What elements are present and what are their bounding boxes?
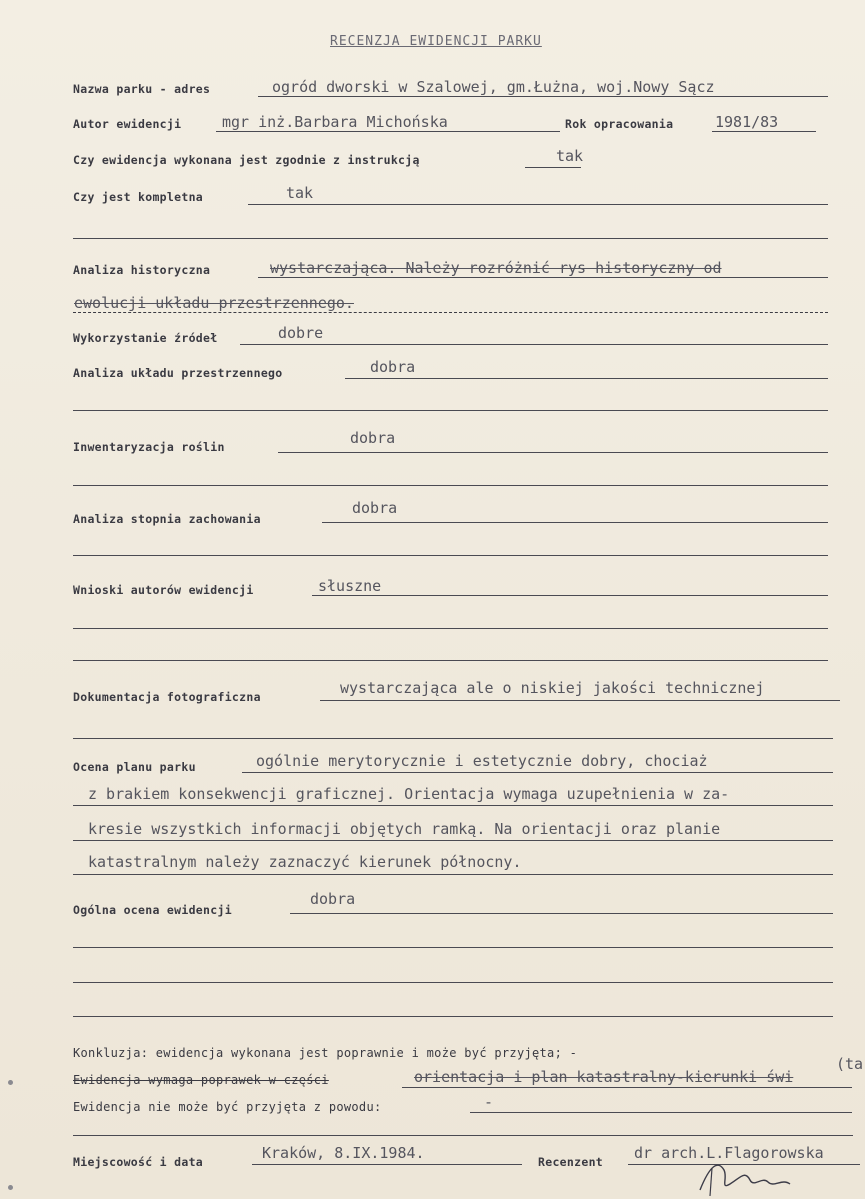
value-miejscowosc-data: Kraków, 8.IX.1984. xyxy=(262,1144,425,1162)
label-analiza-historyczna: Analiza historyczna xyxy=(73,263,211,277)
rule-line xyxy=(73,840,833,841)
rule-line xyxy=(73,805,833,806)
value-inwentaryzacja: dobra xyxy=(350,429,396,447)
value-analiza-historyczna-1: wystarczająca. Należy rozróżnić rys historyczny od xyxy=(270,259,722,277)
value-ocena-planu-4: katastralnym należy zaznaczyć kierunek północny. xyxy=(88,853,522,871)
rule-line xyxy=(73,312,828,313)
value-rok: 1981/83 xyxy=(715,113,779,131)
margin-mark xyxy=(8,1185,13,1190)
rule-line xyxy=(278,452,828,453)
rule-line xyxy=(252,1164,522,1165)
rule-line xyxy=(240,344,828,345)
rule-line xyxy=(216,131,560,132)
rule-line xyxy=(312,595,828,596)
value-zgodnie: tak xyxy=(556,147,584,165)
label-recenzent: Recenzent xyxy=(538,1155,604,1169)
rule-line xyxy=(73,947,833,948)
label-ogolna-ocena: Ogólna ocena ewidencji xyxy=(73,903,232,917)
value-ocena-planu-3: kresie wszystkich informacji objętych ramką. Na orientacji oraz planie xyxy=(88,820,721,838)
rule-line xyxy=(345,378,828,379)
label-ocena-planu: Ocena planu parku xyxy=(73,760,196,774)
konkluzja-line-1: Konkluzja: ewidencja wykonana jest poprawnie i może być przyjęta; - xyxy=(73,1046,578,1060)
label-wnioski: Wnioski autorów ewidencji xyxy=(73,583,254,597)
label-nazwa-parku: Nazwa parku - adres xyxy=(73,82,211,96)
konkluzja-line-3-value: - xyxy=(484,1093,494,1111)
value-ogolna-ocena: dobra xyxy=(310,890,356,908)
konkluzja-note: (ta xyxy=(836,1055,864,1073)
konkluzja-line-2-value: orientacja i plan katastralny-kierunki świ xyxy=(414,1068,794,1086)
rule-line xyxy=(73,1135,853,1136)
label-rok: Rok opracowania xyxy=(565,117,674,131)
label-kompletna: Czy jest kompletna xyxy=(73,190,204,204)
value-dokumentacja-fotograficzna: wystarczająca ale o niskiej jakości technicznej xyxy=(340,679,765,697)
rule-line xyxy=(73,1016,833,1017)
value-kompletna: tak xyxy=(286,184,314,202)
rule-line xyxy=(402,1087,852,1088)
value-nazwa-parku: ogród dworski w Szalowej, gm.Łużna, woj.Nowy Sącz xyxy=(272,78,715,96)
rule-line xyxy=(712,131,816,132)
konkluzja-line-3-label: Ewidencja nie może być przyjęta z powodu: xyxy=(73,1100,382,1114)
label-inwentaryzacja: Inwentaryzacja roślin xyxy=(73,440,225,454)
label-autor: Autor ewidencji xyxy=(73,117,182,131)
value-wykorzystanie-zrodel: dobre xyxy=(278,324,324,342)
label-miejscowosc-data: Miejscowość i data xyxy=(73,1155,204,1169)
value-analiza-ukladu: dobra xyxy=(370,358,416,376)
document-title: RECENZJA EWIDENCJI PARKU xyxy=(330,34,542,49)
rule-line xyxy=(470,1112,852,1113)
rule-line xyxy=(73,738,833,739)
rule-line xyxy=(73,660,828,661)
rule-line xyxy=(322,522,828,523)
label-wykorzystanie-zrodel: Wykorzystanie źródeł xyxy=(73,331,218,345)
rule-line xyxy=(525,167,581,168)
rule-line xyxy=(258,277,828,278)
margin-mark xyxy=(8,1080,13,1085)
rule-line xyxy=(73,555,828,556)
value-ocena-planu-1: ogólnie merytorycznie i estetycznie dobry, chociaż xyxy=(256,752,708,770)
rule-line xyxy=(73,874,833,875)
rule-line xyxy=(290,913,833,914)
rule-line xyxy=(73,485,828,486)
label-stopien-zachowania: Analiza stopnia zachowania xyxy=(73,512,261,526)
value-ocena-planu-2: z brakiem konsekwencji graficznej. Orientacja wymaga uzupełnienia w za- xyxy=(88,785,730,803)
rule-line xyxy=(73,982,833,983)
handwritten-signature xyxy=(690,1160,810,1199)
rule-line xyxy=(73,238,828,239)
konkluzja-line-2-label: Ewidencja wymaga poprawek w części xyxy=(73,1073,329,1087)
rule-line xyxy=(73,410,828,411)
rule-line xyxy=(258,96,828,97)
label-zgodnie: Czy ewidencja wykonana jest zgodnie z instrukcją xyxy=(73,153,420,167)
value-stopien-zachowania: dobra xyxy=(352,499,398,517)
rule-line xyxy=(320,700,840,701)
label-dokumentacja-fotograficzna: Dokumentacja fotograficzna xyxy=(73,690,261,704)
value-recenzent: dr arch.L.Flagorowska xyxy=(634,1144,824,1162)
rule-line xyxy=(73,628,828,629)
value-analiza-historyczna-2: ewolucji układu przestrzennego. xyxy=(74,294,354,312)
rule-line xyxy=(248,204,828,205)
rule-line xyxy=(242,772,833,773)
label-analiza-ukladu: Analiza układu przestrzennego xyxy=(73,366,283,380)
value-wnioski: słuszne xyxy=(318,577,382,595)
value-autor: mgr inż.Barbara Michońska xyxy=(222,113,448,131)
